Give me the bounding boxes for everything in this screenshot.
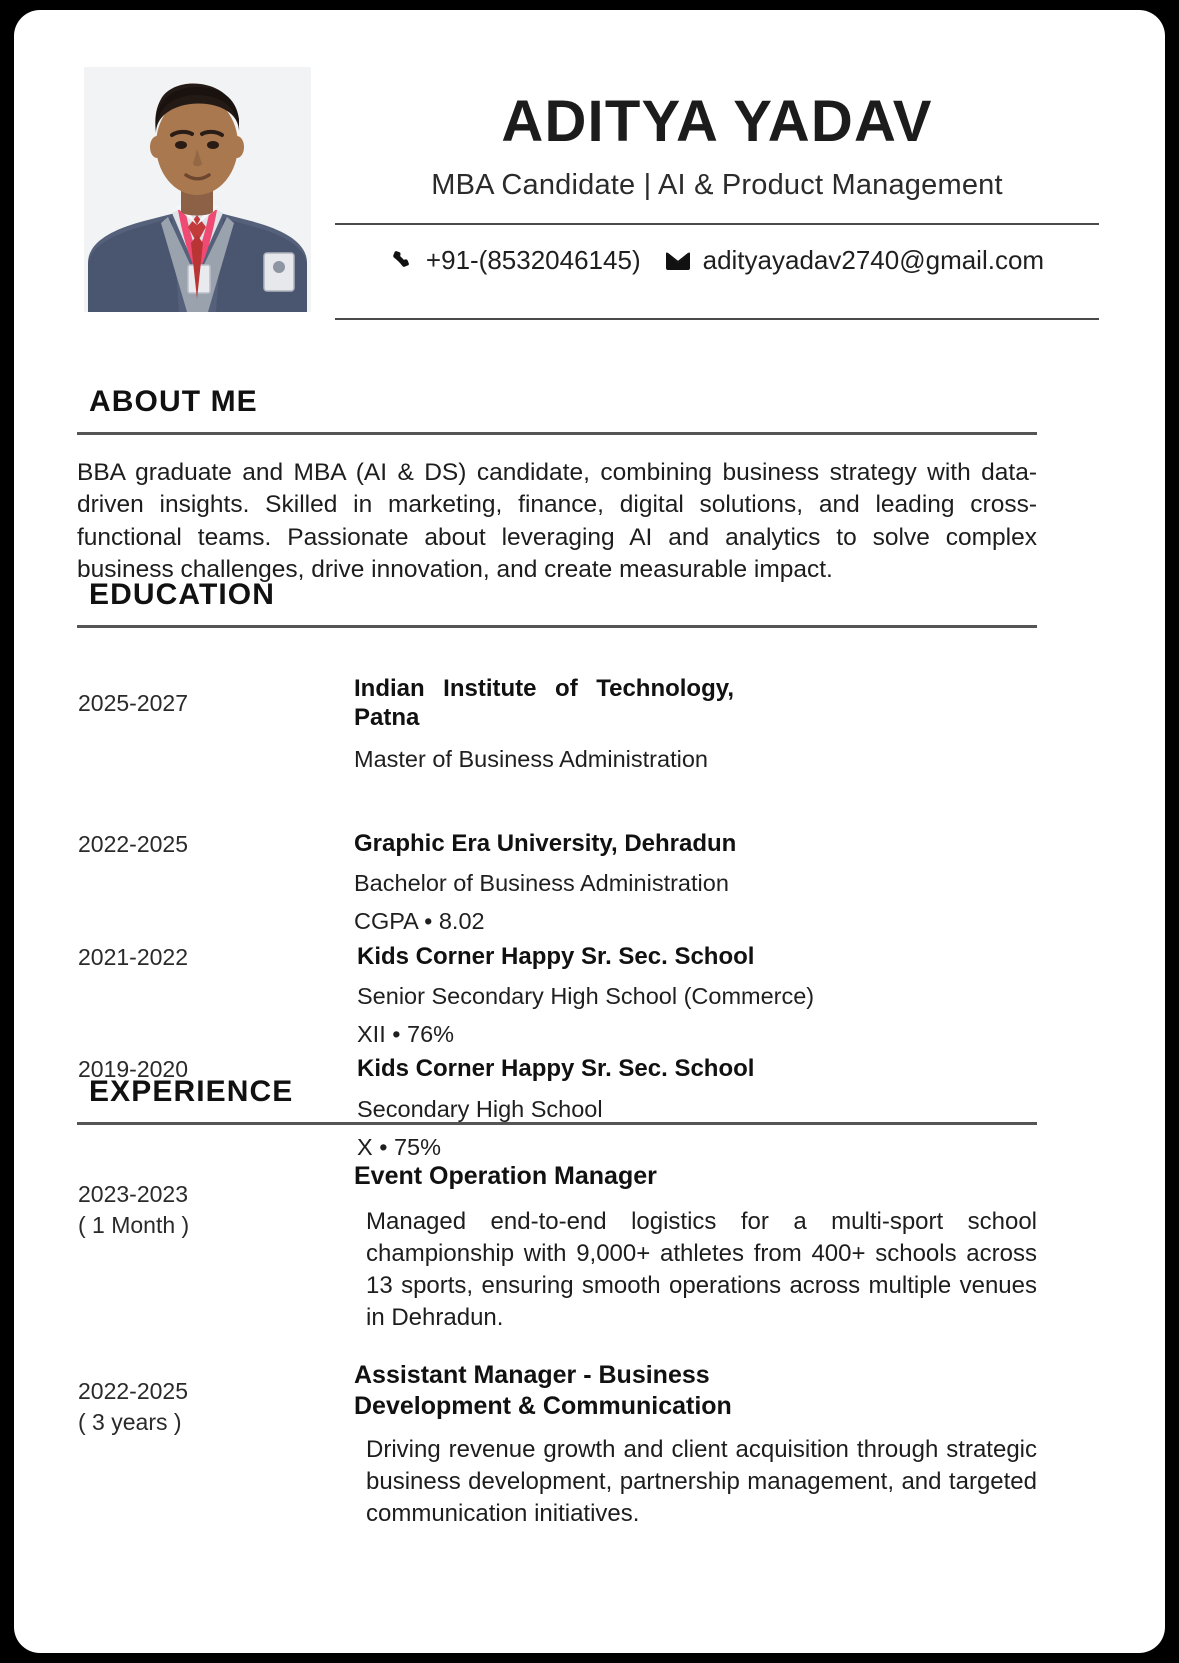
- education-entry-date: 2021-2022: [78, 943, 188, 970]
- profile-photo: [84, 67, 311, 312]
- experience-entry-body: [354, 1360, 1037, 1530]
- education-entry-degree: Master of Business Administration: [354, 745, 708, 772]
- education-entry: [77, 674, 1037, 775]
- education-entry-org: Kids Corner Happy Sr. Sec. School: [357, 942, 755, 970]
- page-title: ADITYA YADAV: [501, 89, 933, 154]
- education-entry-org: Kids Corner Happy Sr. Sec. School: [357, 1055, 755, 1083]
- experience-entry-description: Driving revenue growth and client acquisition through strategic business development, partnership management, and targeted communication initiatives.: [366, 1436, 1037, 1528]
- email-icon: [665, 250, 691, 272]
- education-entry-score: CGPA • 8.02: [354, 908, 485, 935]
- education-entry-org: Indian Institute of Technology, Patna: [354, 675, 734, 732]
- education-entry-degree: Senior Secondary High School (Commerce): [357, 982, 815, 1009]
- education-entry-body: [354, 829, 1037, 938]
- resume-header: [69, 56, 1099, 321]
- education-heading: EDUCATION: [89, 578, 276, 611]
- header-subtitle: MBA Candidate | AI & Product Management: [431, 168, 1003, 201]
- contact-email[interactable]: [665, 245, 1044, 276]
- education-entry-score: X • 75%: [357, 1133, 441, 1160]
- experience-heading: EXPERIENCE: [89, 1075, 294, 1108]
- experience-entry-years: 2022-2025: [78, 1377, 188, 1404]
- about-text: BBA graduate and MBA (AI & DS) candidate, combining business strategy with data-driven insights. Skilled in marketing, finance, digital solutions, and leading cross-functional teams. Passionate about leveraging AI and analytics to solve complex business challenges, drive innovation, and create measurable impact.: [77, 459, 1037, 583]
- experience-entry-years: 2023-2023: [78, 1181, 188, 1207]
- experience-entry: [77, 1161, 1037, 1334]
- experience-entry-title: Assistant Manager - Business Development & Communication: [354, 1360, 732, 1421]
- education-entry-date: 2025-2027: [78, 690, 188, 716]
- contact-row: [335, 225, 1099, 297]
- experience-entry-duration: ( 3 years ): [78, 1408, 182, 1435]
- email-text: adityayadav2740@gmail.com: [702, 245, 1045, 276]
- education-entry-body: [354, 942, 1037, 1051]
- experience-entry-date: [77, 1161, 354, 1334]
- experience-section: [77, 1075, 1037, 1530]
- phone-icon: [390, 249, 414, 273]
- education-entry-degree: Bachelor of Business Administration: [354, 870, 729, 897]
- education-entry-body: [354, 674, 1037, 775]
- header-details: [335, 56, 1099, 320]
- about-section: [77, 385, 1037, 586]
- education-entry-degree: Secondary High School: [357, 1095, 603, 1122]
- experience-entry-date: [77, 1360, 354, 1530]
- experience-entry-body: [354, 1161, 1037, 1334]
- about-heading: ABOUT ME: [89, 385, 258, 418]
- header-divider-bottom: [335, 318, 1099, 320]
- education-entry-date: 2022-2025: [78, 830, 188, 857]
- experience-divider: [77, 1122, 1037, 1125]
- education-entry: [77, 942, 1037, 1051]
- resume-page: [14, 10, 1165, 1653]
- education-entry-score: XII • 76%: [357, 1021, 455, 1048]
- experience-entry-duration: ( 1 Month ): [78, 1212, 190, 1239]
- about-divider: [77, 432, 1037, 435]
- experience-entry-title: Event Operation Manager: [354, 1162, 657, 1190]
- experience-entry: [77, 1360, 1037, 1530]
- phone-text: +91-(8532046145): [425, 245, 641, 276]
- experience-entry-description: Managed end-to-end logistics for a multi-sport school championship with 9,000+ athletes from 400+ schools across 13 sports, ensuring smooth operations across multiple venues in Dehradun.: [366, 1208, 1037, 1331]
- contact-phone[interactable]: [390, 245, 641, 276]
- education-entry-org: Graphic Era University, Dehradun: [354, 829, 737, 857]
- education-entry: [77, 829, 1037, 938]
- education-entry-date: 2019-2020: [78, 1056, 188, 1083]
- resume-content: [14, 10, 1165, 1653]
- education-divider: [77, 625, 1037, 628]
